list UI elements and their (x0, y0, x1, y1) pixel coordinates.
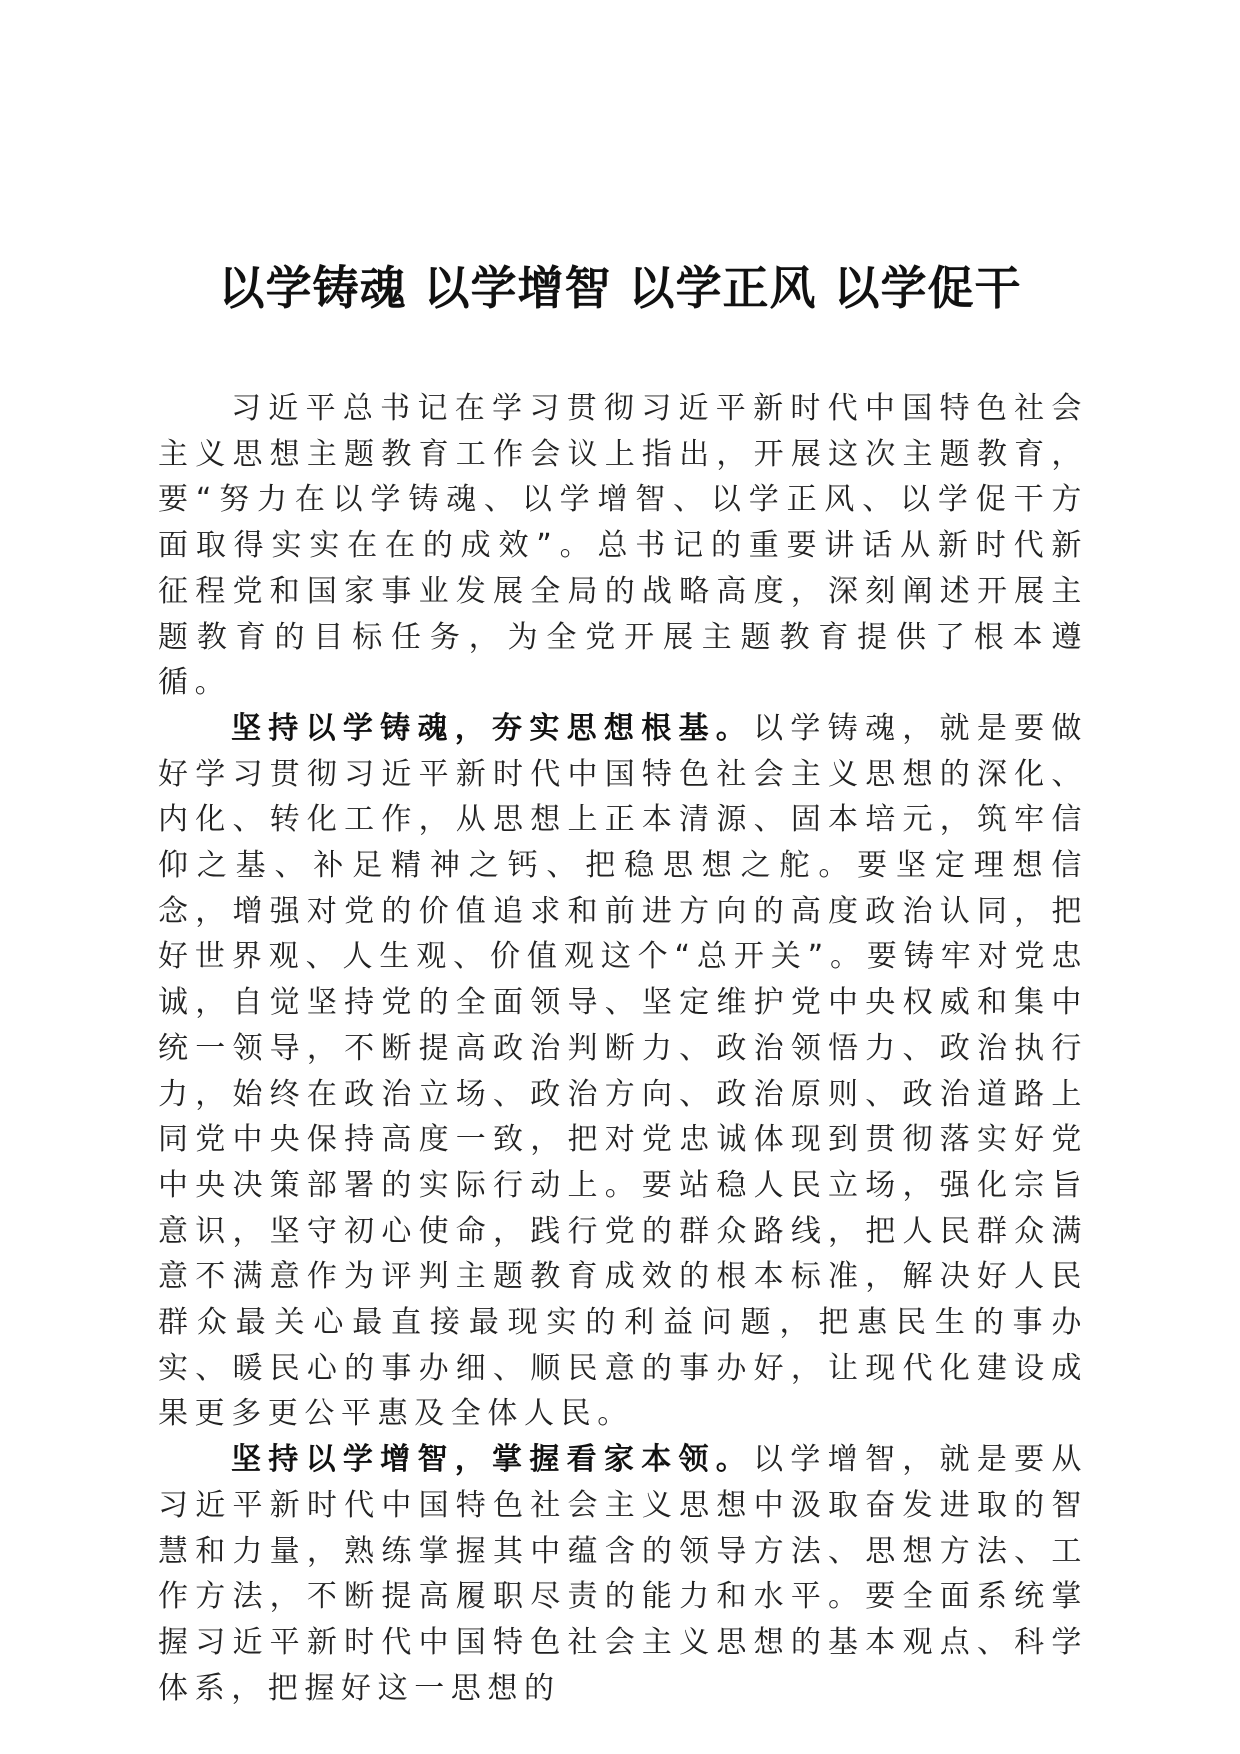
paragraph-text: 以学增智，就是要从习近平新时代中国特色社会主义思想中汲取奋发进取的智慧和力量，熟练掌握其中蕴含的领导方法、思想方法、工作方法，不断提高履职尽责的能力和水平。要全面系统掌握习近平新时代中国特色社会主义思想的基本观点、科学体系，把握好这一思想的 (158, 1442, 1089, 1706)
paragraph-text: 以学铸魂，就是要做好学习贯彻习近平新时代中国特色社会主义思想的深化、内化、转化工作，从思想上正本清源、固本培元，筑牢信仰之基、补足精神之钙、把稳思想之舵。要坚定理想信念，增强对党的价值追求和前进方向的高度政治认同，把好世界观、人生观、价值观这个“总开关”。要铸牢对党忠诚，自觉坚持党的全面领导、坚定维护党中央权威和集中统一领导，不断提高政治判断力、政治领悟力、政治执行力，始终在政治立场、政治方向、政治原则、政治道路上同党中央保持高度一致，把对党忠诚体现到贯彻落实好党中央决策部署的实际行动上。要站稳人民立场，强化宗旨意识，坚守初心使命，践行党的群众路线，把人民群众满意不满意作为评判主题教育成效的根本标准，解决好人民群众最关心最直接最现实的利益问题，把惠民生的事办实、暖民心的事办细、顺民意的事办好，让现代化建设成果更多更公平惠及全体人民。 (158, 710, 1089, 1432)
paragraph-wisdom (158, 1437, 1088, 1711)
paragraph-lead: 坚持以学增智，掌握看家本领。 (231, 1442, 754, 1478)
paragraph-lead: 坚持以学铸魂，夯实思想根基。 (231, 710, 754, 746)
document-body (158, 386, 1088, 1711)
document-title: 以学铸魂 以学增智 以学正风 以学促干 (218, 261, 1022, 315)
paragraph-soul (158, 706, 1088, 1437)
paragraph-text: 习近平总书记在学习贯彻习近平新时代中国特色社会主义思想主题教育工作会议上指出，开展这次主题教育，要“努力在以学铸魂、以学增智、以学正风、以学促干方面取得实实在在的成效”。总书记的重要讲话从新时代新征程党和国家事业发展全局的战略高度，深刻阐述开展主题教育的目标任务，为全党开展主题教育提供了根本遵循。 (158, 391, 1088, 701)
paragraph-intro (158, 386, 1088, 706)
